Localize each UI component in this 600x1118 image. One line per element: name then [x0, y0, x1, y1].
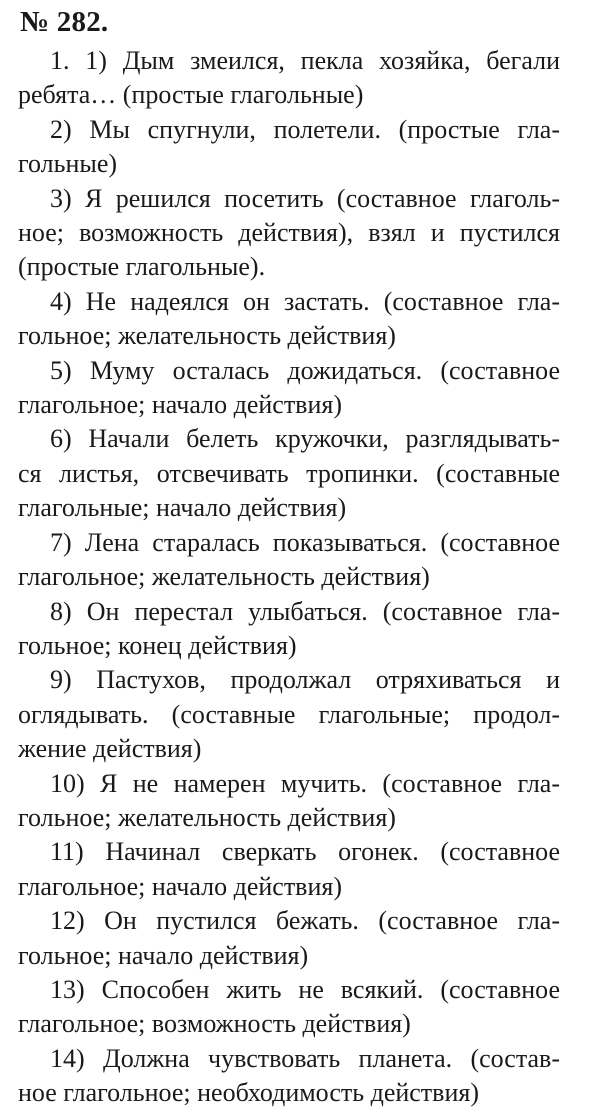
answer-line: гольные): [18, 149, 118, 179]
answer-line: ное; возможность действия), взял и пустился: [18, 218, 560, 248]
answer-line: глагольное; желательность действия): [18, 562, 430, 592]
answer-item: [18, 767, 560, 836]
answer-line: (простые глагольные).: [18, 252, 266, 282]
answer-line: 12) Он пустился бежать. (составное гла-: [50, 906, 560, 936]
exercise-number: № 282.: [20, 6, 109, 38]
answer-line: 11) Начинал сверкать огонек. (составное: [50, 837, 560, 867]
answer-line: 6) Начали белеть кружочки, разглядывать-: [50, 424, 560, 454]
answer-list: [18, 44, 560, 1111]
answer-item: [18, 44, 560, 113]
answer-item: [18, 1042, 560, 1111]
answer-item: [18, 182, 560, 285]
answer-line: оглядывать. (составные глагольные; продол-: [18, 699, 560, 729]
answer-item: [18, 973, 560, 1042]
answer-line: 9) Пастухов, продолжал отряхиваться и: [50, 665, 560, 695]
answer-line: глагольное; начало действия): [18, 390, 342, 420]
answer-line: 4) Не надеялся он застать. (составное гла-: [50, 286, 560, 316]
answer-item: [18, 595, 560, 664]
answer-line: 8) Он перестал улыбаться. (составное гла-: [50, 596, 560, 626]
answer-line: гольное; конец действия): [18, 630, 297, 660]
answer-line: 7) Лена старалась показываться. (составное: [50, 527, 560, 557]
answer-line: 10) Я не намерен мучить. (составное гла-: [50, 768, 560, 798]
answer-line: 2) Мы спугнули, полетели. (простые гла-: [50, 114, 560, 144]
answer-line: ное глагольное; необходимость действия): [18, 1078, 479, 1108]
answer-line: гольное; начало действия): [18, 940, 309, 970]
answer-line: глагольное; начало действия): [18, 871, 342, 901]
answer-item: [18, 354, 560, 423]
answer-line: ся листья, отсвечивать тропинки. (составные: [18, 458, 560, 488]
answer-line: 3) Я решился посетить (составное глаголь-: [50, 183, 560, 213]
answer-item: [18, 422, 560, 525]
answer-item: [18, 113, 560, 182]
answer-item: [18, 904, 560, 973]
answer-line: ребята… (простые глагольные): [18, 80, 364, 110]
answer-line: 14) Должна чувствовать планета. (состав-: [50, 1043, 560, 1073]
answer-line: 13) Способен жить не всякий. (составное: [50, 974, 560, 1004]
answer-line: глагольное; возможность действия): [18, 1009, 411, 1039]
answer-item: [18, 526, 560, 595]
answer-line: гольное; желательность действия): [18, 321, 396, 351]
answer-line: гольное; желательность действия): [18, 802, 396, 832]
answer-item: [18, 663, 560, 766]
answer-line: 1. 1) Дым змеился, пекла хозяйка, бегали: [50, 46, 560, 75]
answer-line: 5) Муму осталась дожидаться. (составное: [50, 355, 560, 385]
answer-line: жение действия): [18, 734, 202, 764]
answer-item: [18, 835, 560, 904]
answer-line: глагольные; начало действия): [18, 493, 347, 523]
answer-item: [18, 285, 560, 354]
